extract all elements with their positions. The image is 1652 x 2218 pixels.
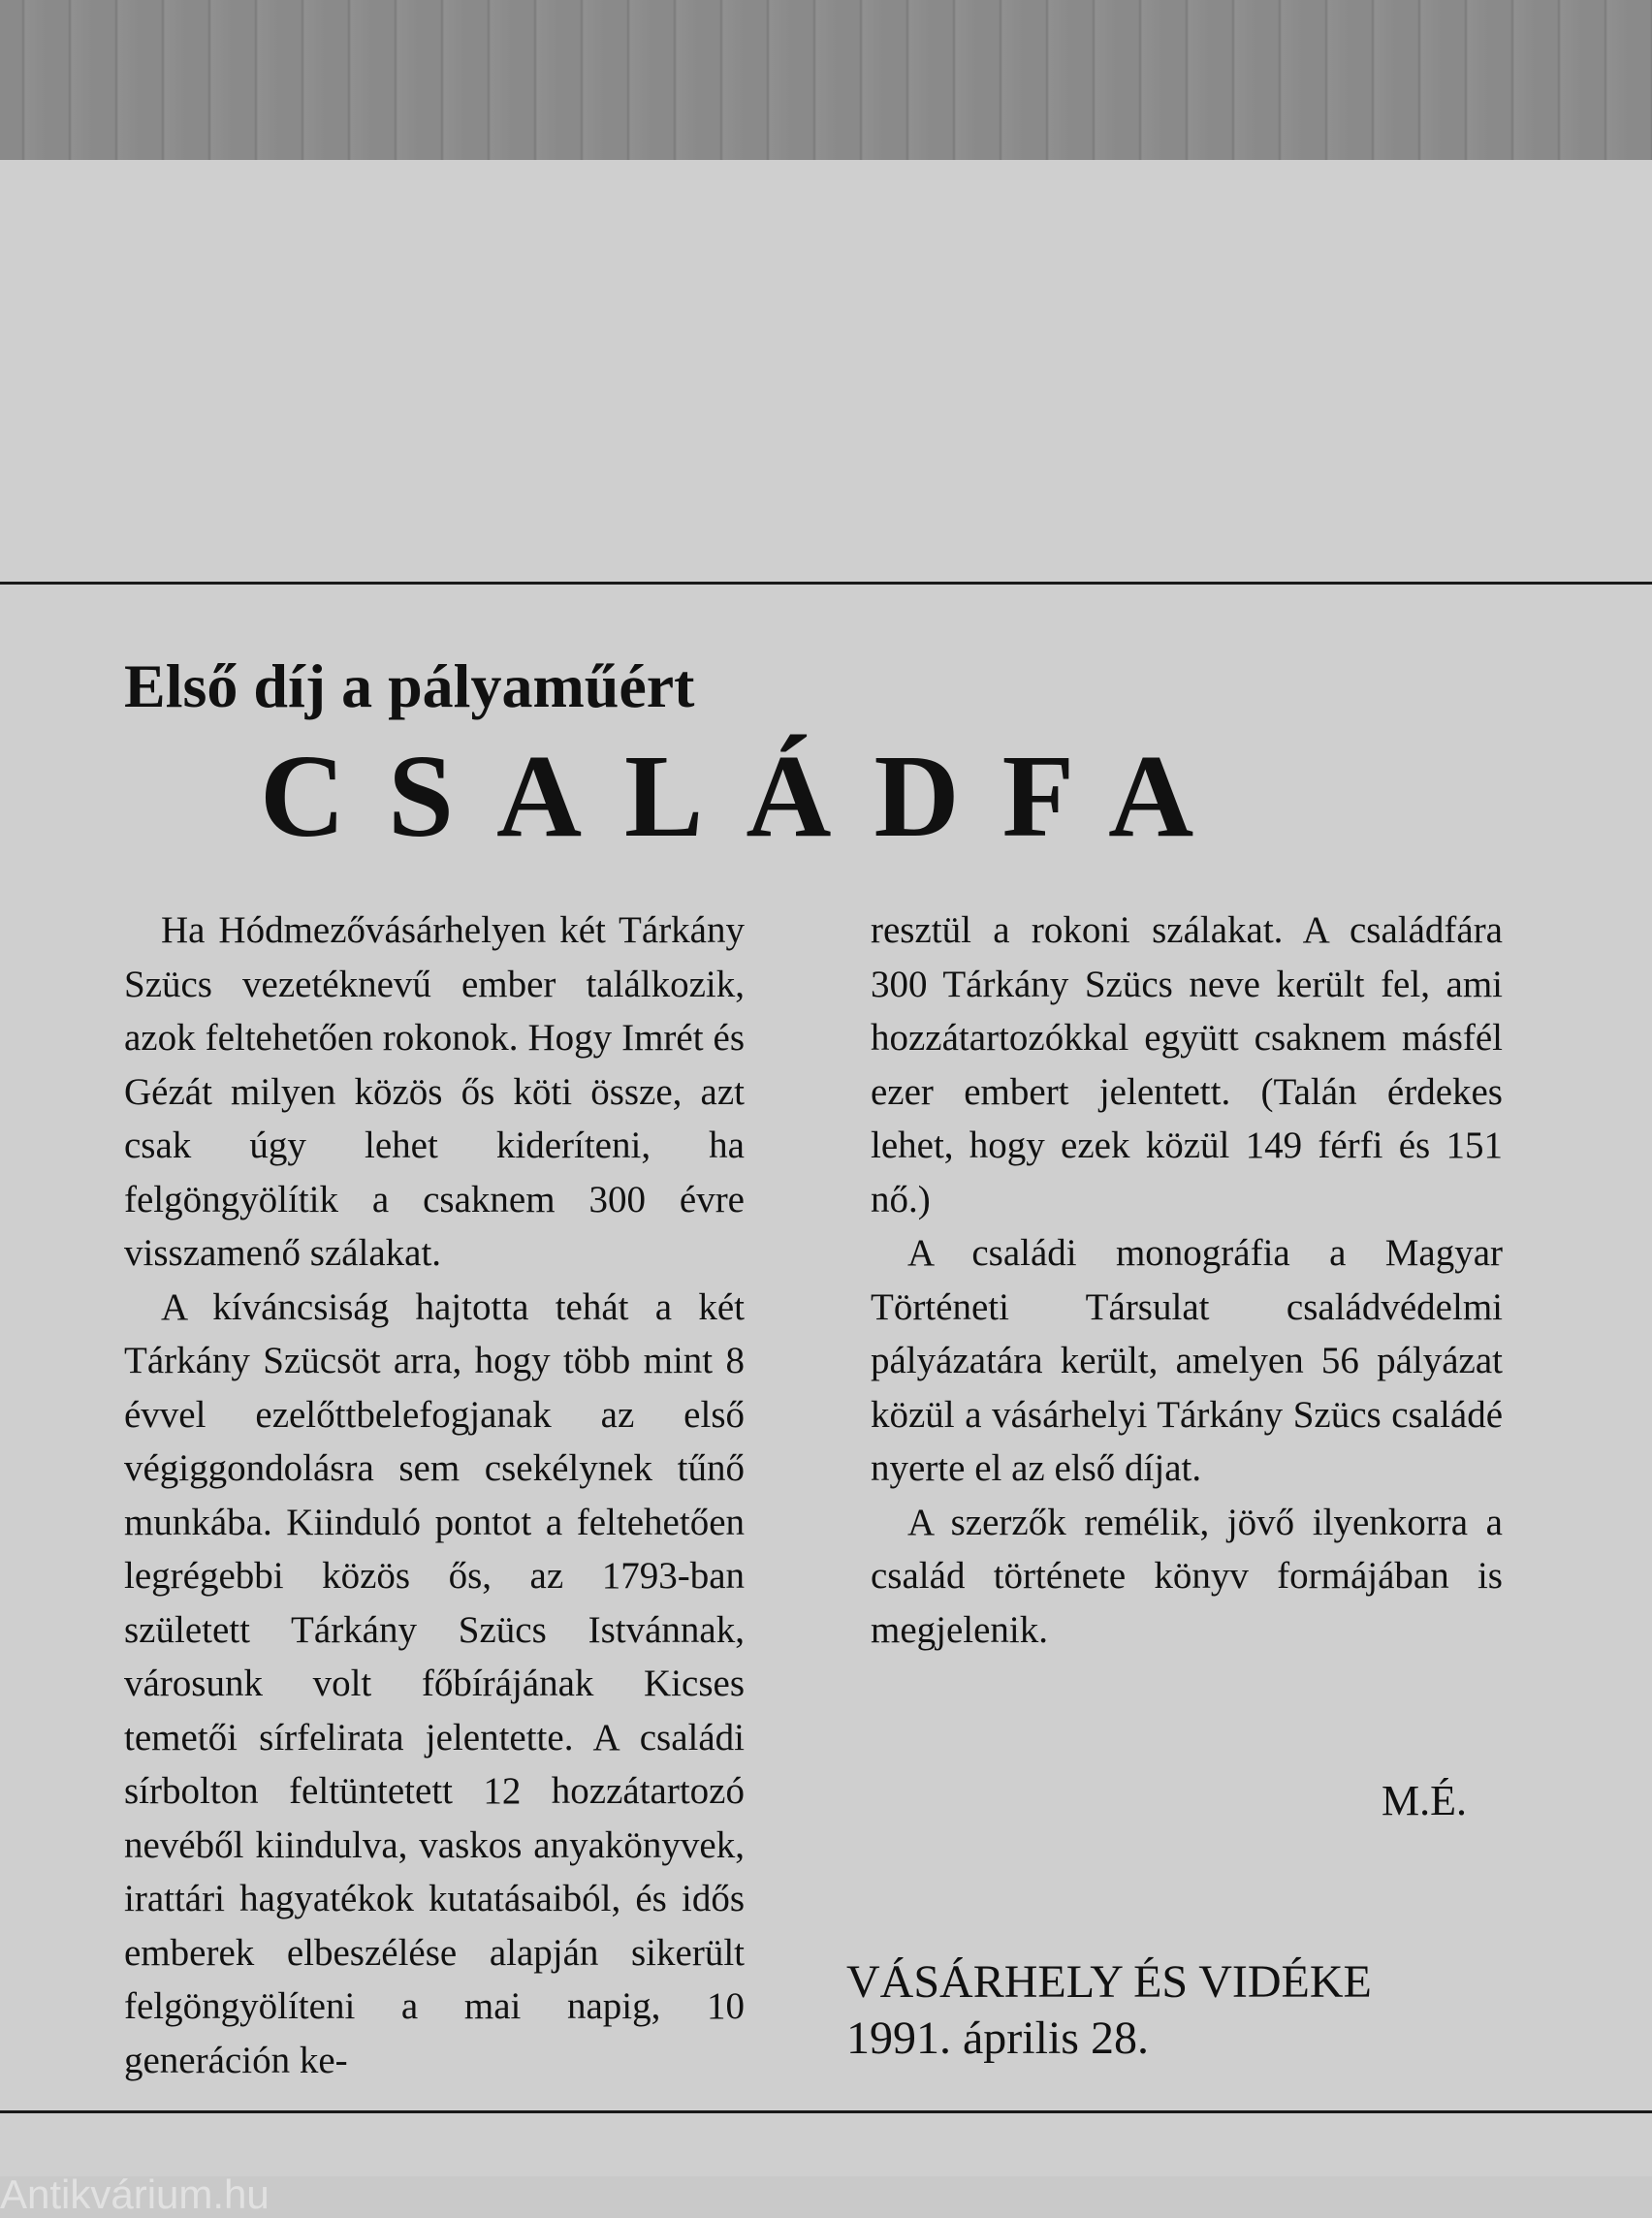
source-citation xyxy=(846,1954,1372,2067)
paragraph: A szerzők remélik, jövő ilyenkorra a család története könyv formájában is megjelenik. xyxy=(871,1501,1503,1651)
right-column xyxy=(871,903,1503,1657)
watermark: Antikvárium.hu xyxy=(0,2171,270,2217)
source-date: 1991. április 28. xyxy=(846,2012,1149,2064)
paragraph: Ha Hódmezővásárhelyen két Tárkány Szücs vezetéknevű ember találkozik, azok feltehetően rokonok. Hogy Imrét és Gézát milyen közös ős köti össze, azt csak úgy lehet kideríteni, ha felgöngyölítik a csaknem 300 évre visszamenő szálakat. xyxy=(124,909,745,1274)
paragraph: A családi monográfia a Magyar Történeti Társulat családvédelmi pályázatára került, amelyen 56 pályázat közül a vásárhelyi Tárkány Szücs családé nyerte el az első díjat. xyxy=(871,1232,1503,1489)
paragraph: resztül a rokoni szálakat. A családfára 300 Tárkány Szücs neve került fel, ami hozzátartozókkal együtt csaknem másfél ezer embert jelentett. (Talán érdekes lehet, hogy ezek közül 149 férfi és 151 nő.) xyxy=(871,909,1503,1220)
kicker-heading: Első díj a pályaműért xyxy=(124,651,695,720)
left-column xyxy=(124,903,745,2087)
background-surface xyxy=(0,0,1652,173)
top-rule xyxy=(0,582,1652,585)
source-name: VÁSÁRHELY ÉS VIDÉKE xyxy=(846,1956,1372,2008)
bottom-rule xyxy=(0,2110,1652,2113)
paragraph: A kíváncsiság hajtotta tehát a két Tárkány Szücsöt arra, hogy több mint 8 évvel ezelőttbelefogjanak az első végiggondolásra sem csekélynek tűnő munkába. Kiinduló pontot a feltehetően legrégebbi közös ős, az 1793-ban született Tárkány Szücs Istvánnak, városunk volt főbírájának Kicses temetői sírfelirata jelentette. A családi sírbolton feltüntetett 12 hozzátartozó nevéből kiindulva, vaskos anyakönyvek, irattári hagyatékok kutatásaiból, és idős emberek elbeszélése alapján sikerült felgöngyölíteni a mai napig, 10 generáción ke- xyxy=(124,1285,745,2081)
headline: CSALÁDFA xyxy=(260,731,1237,862)
author-signature: M.É. xyxy=(1382,1777,1467,1824)
